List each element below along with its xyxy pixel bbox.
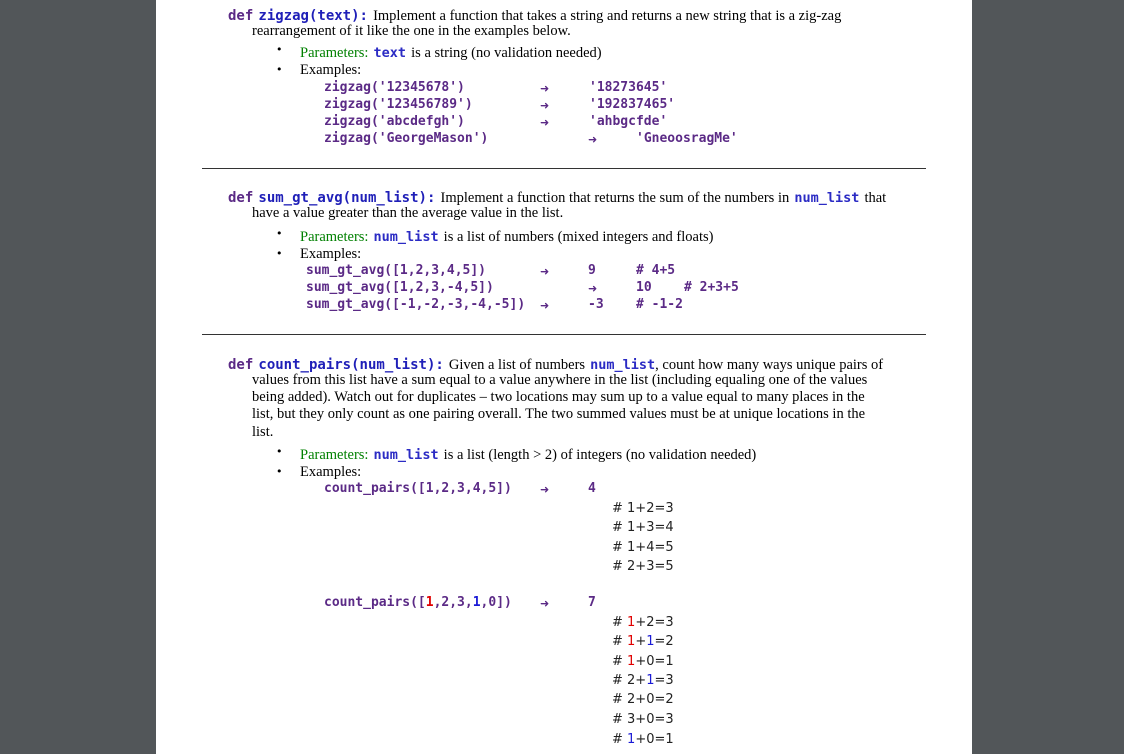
note-part: 2+0=2 — [627, 692, 674, 707]
bullet: • — [276, 247, 283, 260]
example-result: 'GneoosragMe' — [636, 131, 738, 146]
sum-gt-avg-parameters — [300, 226, 713, 246]
example-call: zigzag('abcdefgh') — [324, 114, 465, 129]
example-call — [324, 595, 512, 610]
example-call: zigzag('GeorgeMason') — [324, 131, 489, 146]
example-note: # 2+3=5 — [612, 559, 674, 574]
example-call: count_pairs([1,2,3,4,5]) — [324, 481, 512, 496]
count-pairs-signature: count_pairs(num_list): — [258, 357, 444, 373]
call-suffix: ,0]) — [480, 595, 512, 610]
document-page — [156, 0, 972, 754]
def-keyword: def — [228, 190, 254, 206]
arrow-icon: ➜ — [540, 299, 550, 312]
section-divider — [202, 168, 926, 169]
highlighted-one-blue: 1 — [472, 595, 481, 610]
arrow-icon: ➜ — [588, 133, 598, 146]
note-part: 1 — [627, 615, 636, 630]
example-result: 10 — [636, 280, 652, 295]
example-call: sum_gt_avg([1,2,3,-4,5]) — [306, 280, 494, 295]
sum-gt-avg-desc-line2: have a value greater than the average value in the list. — [252, 205, 564, 221]
zigzag-desc-line1: Implement a function that takes a string and returns a new string that is a zig-zag — [373, 8, 842, 24]
def-keyword: def — [228, 357, 254, 373]
param-desc: is a string (no validation needed) — [411, 45, 602, 61]
example-note — [612, 712, 674, 727]
note-hash: # — [612, 712, 628, 727]
sum-gt-avg-heading — [228, 187, 886, 207]
call-middle: ,2,3, — [433, 595, 473, 610]
note-part: =3 — [654, 673, 674, 688]
example-call: sum_gt_avg([-1,-2,-3,-4,-5]) — [306, 297, 526, 312]
param-name: text — [373, 45, 407, 61]
note-part: 1 — [627, 654, 636, 669]
example-comment: # 2+3+5 — [684, 280, 739, 295]
example-note — [612, 673, 674, 688]
note-hash: # — [612, 634, 628, 649]
note-part: +0=1 — [635, 654, 674, 669]
example-result: -3 — [588, 297, 604, 312]
arrow-icon: ➜ — [588, 282, 598, 295]
note-hash: # — [612, 673, 628, 688]
note-part: 1 — [646, 634, 655, 649]
example-note — [612, 732, 674, 747]
def-keyword: def — [228, 8, 254, 24]
zigzag-heading — [228, 5, 841, 25]
parameters-label: Parameters: — [300, 45, 369, 61]
sum-gt-avg-examples-label: Examples: — [300, 246, 362, 262]
inline-param: num_list — [794, 190, 860, 206]
example-result: '18273645' — [589, 80, 668, 95]
arrow-icon: ➜ — [540, 483, 550, 496]
example-note: # 1+2=3 — [612, 501, 674, 516]
param-desc: is a list of numbers (mixed integers and floats) — [443, 229, 714, 245]
example-note — [612, 615, 674, 630]
section-divider — [202, 334, 926, 335]
example-result: 'ahbgcfde' — [589, 114, 668, 129]
example-call: sum_gt_avg([1,2,3,4,5]) — [306, 263, 487, 278]
example-note — [612, 654, 674, 669]
count-pairs-desc-line4: list, but they only count as one pairing overall. The two summed values must be at unique locations in the — [252, 406, 866, 422]
example-result: 4 — [588, 481, 596, 496]
sum-gt-avg-signature: sum_gt_avg(num_list): — [258, 190, 436, 206]
param-desc: is a list (length > 2) of integers (no validation needed) — [443, 447, 757, 463]
example-note: # 1+4=5 — [612, 540, 674, 555]
note-part: =2 — [654, 634, 674, 649]
arrow-icon: ➜ — [540, 265, 550, 278]
arrow-icon: ➜ — [540, 116, 550, 129]
note-hash: # — [612, 615, 628, 630]
bullet: • — [276, 43, 283, 56]
bullet: • — [276, 445, 283, 458]
param-name: num_list — [373, 447, 439, 463]
example-call: zigzag('12345678') — [324, 80, 465, 95]
bullet: • — [276, 227, 283, 240]
example-call: zigzag('123456789') — [324, 97, 473, 112]
count-pairs-desc-line2: values from this list have a sum equal to a value anywhere in the list (including equaling one of the values — [252, 372, 868, 388]
arrow-icon: ➜ — [540, 82, 550, 95]
sum-gt-avg-desc-b: that — [864, 190, 887, 206]
note-hash: # — [612, 732, 628, 747]
param-name: num_list — [373, 229, 439, 245]
bullet: • — [276, 63, 283, 76]
count-pairs-desc-line5: list. — [252, 424, 274, 440]
note-part: 1 — [627, 634, 636, 649]
example-result: '192837465' — [589, 97, 676, 112]
highlighted-one-red: 1 — [425, 595, 434, 610]
note-part: +0=1 — [635, 732, 674, 747]
sum-gt-avg-desc-a: Implement a function that returns the sum of the numbers in — [440, 190, 790, 206]
inline-param: num_list — [590, 357, 656, 373]
count-pairs-desc-a: Given a list of numbers — [448, 357, 586, 373]
note-part: + — [635, 634, 647, 649]
zigzag-examples-label: Examples: — [300, 62, 362, 78]
note-part: 1 — [646, 673, 655, 688]
bullet: • — [276, 465, 283, 478]
note-part: 3+0=3 — [627, 712, 674, 727]
note-hash: # — [612, 692, 628, 707]
example-result: 9 — [588, 263, 596, 278]
zigzag-signature: zigzag(text): — [258, 8, 368, 24]
count-pairs-heading — [228, 354, 883, 374]
note-part: 2+ — [627, 673, 647, 688]
example-comment: # -1-2 — [636, 297, 683, 312]
count-pairs-examples-label: Examples: — [300, 464, 362, 480]
zigzag-parameters — [300, 42, 602, 62]
count-pairs-desc-line3: being added). Watch out for duplicates – two locations may sum up to a value equal to many places in the — [252, 389, 865, 405]
arrow-icon: ➜ — [540, 597, 550, 610]
note-part: 1 — [627, 732, 636, 747]
example-comment: # 4+5 — [636, 263, 676, 278]
parameters-label: Parameters: — [300, 229, 369, 245]
note-part: +2=3 — [635, 615, 674, 630]
zigzag-desc-line2: rearrangement of it like the one in the examples below. — [252, 23, 571, 39]
example-note — [612, 634, 674, 649]
parameters-label: Parameters: — [300, 447, 369, 463]
example-note: # 1+3=4 — [612, 520, 674, 535]
count-pairs-desc-b: , count how many ways unique pairs of — [655, 357, 884, 373]
note-hash: # — [612, 654, 628, 669]
arrow-icon: ➜ — [540, 99, 550, 112]
call-prefix: count_pairs([ — [324, 595, 426, 610]
count-pairs-parameters — [300, 444, 756, 464]
example-result: 7 — [588, 595, 596, 610]
example-note — [612, 692, 674, 707]
